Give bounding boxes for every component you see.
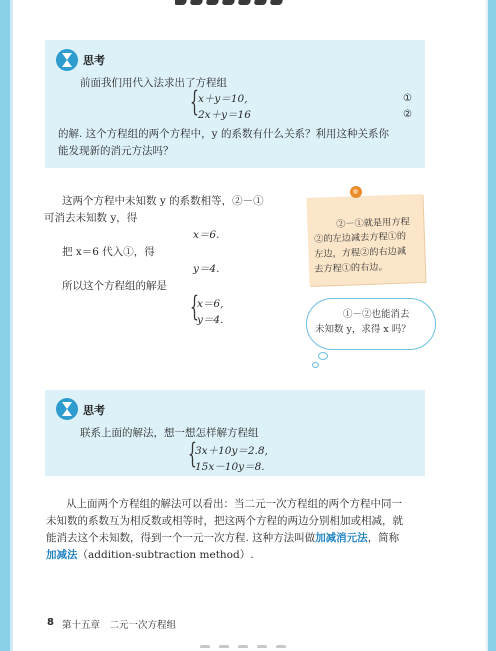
page-left-border bbox=[0, 0, 10, 651]
page-right-border bbox=[488, 0, 496, 651]
conclusion-line-4 bbox=[46, 548, 254, 562]
bleed-through-text bbox=[200, 638, 310, 648]
equation-2-number: ② bbox=[403, 109, 412, 120]
cloud-line-2: 未知数 y，求得 x 吗？ bbox=[315, 324, 411, 335]
cloud-line-1: ①－②也能消去 bbox=[343, 309, 410, 320]
body-para-3: 把 x＝6 代入①，得 bbox=[62, 246, 155, 258]
think-1-line-2: 的解. 这个方程组的两个方程中，y 的系数有什么关系？利用这种关系你 bbox=[58, 128, 389, 140]
term-elimination-method: 加减消元法 bbox=[315, 532, 368, 544]
hourglass-icon bbox=[56, 398, 78, 420]
think-title-2: 思考 bbox=[83, 404, 105, 417]
note-line-2: ②的左边减去方程①的 bbox=[314, 230, 407, 245]
result-y: y＝4. bbox=[193, 263, 220, 275]
think-1-line-3: 能发现新的消元方法吗？ bbox=[58, 145, 174, 157]
thought-bubble-dot-small bbox=[312, 362, 319, 368]
result-x: x＝6. bbox=[193, 229, 220, 241]
chapter-title: 第十五章 二元一次方程组 bbox=[62, 620, 177, 631]
conclusion-line-3b: ，简称 bbox=[367, 532, 400, 544]
hourglass-icon bbox=[56, 49, 78, 71]
solution-x: x＝6, bbox=[197, 298, 224, 310]
page-number: 8 bbox=[47, 617, 54, 628]
equation-1-number: ① bbox=[403, 93, 412, 104]
brace-2: { bbox=[188, 437, 197, 470]
solution-y: y＝4. bbox=[197, 314, 224, 326]
think-1-line-1: 前面我们用代入法求出了方程组 bbox=[80, 77, 227, 89]
page-left-border-inner bbox=[10, 0, 13, 651]
body-para-1: 这两个方程中未知数 y 的系数相等，②－① bbox=[62, 195, 264, 207]
conclusion-line-2: 未知数的系数互为相反数或相等时，把这两个方程的两边分别相加或相减，就 bbox=[46, 515, 403, 527]
conclusion-line-4-english: （addition-subtraction method）. bbox=[77, 549, 254, 561]
body-para-4: 所以这个方程组的解是 bbox=[62, 280, 167, 292]
conclusion-line-1: 从上面两个方程组的解法可以看出：当二元一次方程组的两个方程中同一 bbox=[66, 498, 402, 510]
conclusion-line-3a: 能消去这个未知数，得到一个一元一次方程. 这种方法叫做 bbox=[46, 532, 316, 544]
think-title-1: 思考 bbox=[83, 54, 105, 67]
equation-1: x＋y＝10, bbox=[198, 93, 248, 105]
note-line-4: 去方程①的右边。 bbox=[314, 261, 388, 275]
body-para-2: 可消去未知数 y，得 bbox=[44, 212, 138, 224]
note-line-1: ②－①就是用方程 bbox=[336, 216, 410, 230]
equation-4: 15x－10y＝8. bbox=[195, 461, 265, 473]
equation-3: 3x＋10y＝2.8, bbox=[195, 445, 268, 457]
conclusion-line-3 bbox=[46, 531, 399, 545]
page-right-border-inner bbox=[486, 0, 488, 651]
brace-solution: { bbox=[190, 290, 199, 323]
pushpin-icon bbox=[350, 186, 362, 198]
think-2-line-1: 联系上面的解法，想一想怎样解方程组 bbox=[80, 427, 259, 439]
term-add-subtract: 加减法 bbox=[46, 549, 78, 561]
note-line-3: 左边，方程②的右边减 bbox=[314, 245, 407, 260]
cut-off-heading bbox=[175, 0, 325, 8]
thought-bubble-dot bbox=[318, 352, 328, 360]
brace-1: { bbox=[190, 85, 199, 118]
equation-2: 2x＋y＝16 bbox=[198, 109, 251, 121]
